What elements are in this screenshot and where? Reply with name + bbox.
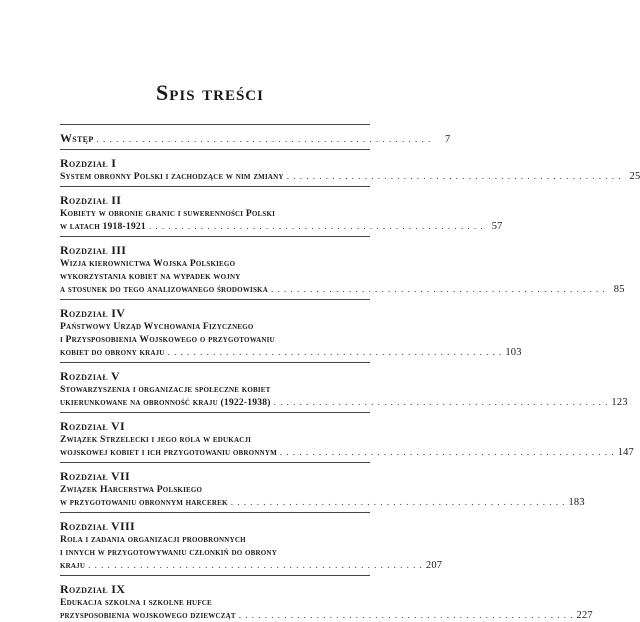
page-number: 147 [617,447,634,458]
dot-leader: . . . . . . . . . . . . . . . . . . . . . . . . . . . . . . . . . . . . . . . . . . . . . . . . . . . . [270,284,606,294]
chapter-heading: Rozdział IX [60,582,126,596]
toc-entry-chapter-9[interactable] [60,582,593,622]
toc-entry-chapter-2[interactable] [60,193,503,233]
chapter-title-line: w przygotowaniu obronnym harcerek [60,497,228,508]
chapter-title-line: kraju [60,560,86,571]
page-number: 183 [568,497,585,508]
toc-entry-chapter-8[interactable] [60,519,443,572]
page-title: Spis treści [156,80,264,105]
page-number: 7 [445,134,451,145]
chapter-heading: Rozdział VII [60,469,130,483]
chapter-title-row [60,609,593,622]
divider [60,512,370,513]
page-number: 85 [613,284,625,295]
chapter-title-line: System obronny Polski i zachodzące w nim zmiany [60,171,284,182]
divider [60,362,370,363]
chapter-title-line: wojskowej kobiet i ich przygotowaniu obronnym [60,447,277,458]
chapter-title-line: w latach 1918-1921 [60,221,146,232]
page-number: 123 [611,397,628,408]
chapter-heading: Rozdział I [60,156,117,170]
chapter-heading: Rozdział IV [60,306,126,320]
table-of-contents [60,124,640,622]
toc-entry-chapter-6[interactable] [60,419,634,459]
chapter-title-row [60,446,634,459]
dot-leader: . . . . . . . . . . . . . . . . . . . . . . . . . . . . . . . . . . . . . . . . . . . . . . . . . . . . [88,560,423,570]
chapter-title-line: Edukacja szkolna i szkolne hufce [60,597,212,608]
dot-leader: . . . . . . . . . . . . . . . . . . . . . . . . . . . . . . . . . . . . . . . . . . . . . . . . . . . . [273,397,609,407]
page-number: 25 [629,171,640,182]
chapter-title-line: Kobiety w obronie granic i suwerenności Polski [60,208,276,219]
page-number: 207 [425,560,443,571]
chapter-title-line: Państwowy Urząd Wychowania Fizycznego [60,321,254,332]
chapter-title-line: Związek Strzelecki i jego rola w edukacji [60,434,252,445]
chapter-list [60,149,640,622]
page-number: 227 [576,610,593,621]
divider [60,236,370,237]
toc-entry-chapter-7[interactable] [60,469,585,509]
divider [60,299,370,300]
dot-leader: . . . . . . . . . . . . . . . . . . . . . . . . . . . . . . . . . . . . . . . . . . . . . . . . . . . . [279,447,615,457]
chapter-heading: Rozdział II [60,193,122,207]
toc-entry-intro[interactable] [60,131,451,146]
dot-leader: . . . . . . . . . . . . . . . . . . . . . . . . . . . . . . . . . . . . . . . . . . . . . . . . . . . . [286,171,622,181]
toc-entry-chapter-5[interactable] [60,369,628,409]
dot-leader: . . . . . . . . . . . . . . . . . . . . . . . . . . . . . . . . . . . . . . . . . . . . . . . . . . . . [167,347,503,357]
divider [60,575,370,576]
chapter-title-line: przysposobienia wojskowego dziewcząt [60,610,236,621]
chapter-title-line: kobiet do obrony kraju [60,347,165,358]
chapter-title-row [60,220,503,233]
dot-leader: . . . . . . . . . . . . . . . . . . . . . . . . . . . . . . . . . . . . . . . . . . . . . . . . . . . . [230,497,566,507]
chapter-title-row [60,346,522,359]
page-number: 57 [491,221,503,232]
chapter-title-line: ukierunkowane na obronność kraju (1922-1938) [60,397,271,408]
chapter-title-row [60,170,640,183]
intro-label: Wstęp [60,131,94,145]
toc-entry-chapter-1[interactable] [60,156,640,183]
divider [60,124,370,125]
chapter-heading: Rozdział VI [60,419,125,433]
chapter-title-row [60,283,625,296]
chapter-title-row [60,496,585,509]
chapter-heading: Rozdział VIII [60,519,135,533]
chapter-title-line: Wizja kierownictwa Wojska Polskiego [60,258,236,269]
divider [60,412,370,413]
chapter-title-line: Stowarzyszenia i organizacje społeczne kobiet [60,384,271,395]
page-number: 103 [505,347,522,358]
chapter-heading: Rozdział V [60,369,121,383]
chapter-title-line: wykorzystania kobiet na wypadek wojny [60,271,241,282]
chapter-title-line: Rola i zadania organizacji proobronnych [60,534,246,545]
divider [60,186,370,187]
toc-entry-chapter-3[interactable] [60,243,625,296]
chapter-title-line: i Przysposobienia Wojskowego o przygotowaniu [60,334,275,345]
dot-leader: . . . . . . . . . . . . . . . . . . . . . . . . . . . . . . . . . . . . . . . . . . . . . . . . . . . . [96,134,432,144]
chapter-title-line: i innych w przygotowywaniu członkiń do obrony [60,547,277,558]
chapter-title-row [60,559,443,572]
divider [60,149,370,150]
divider [60,462,370,463]
dot-leader: . . . . . . . . . . . . . . . . . . . . . . . . . . . . . . . . . . . . . . . . . . . . . . . . . . . . [238,610,574,620]
chapter-title-line: Związek Harcerstwa Polskiego [60,484,203,495]
toc-entry-chapter-4[interactable] [60,306,522,359]
chapter-heading: Rozdział III [60,243,127,257]
chapter-title-line: a stosunek do tego analizowanego środowiska [60,284,268,295]
chapter-title-row [60,396,628,409]
dot-leader: . . . . . . . . . . . . . . . . . . . . . . . . . . . . . . . . . . . . . . . . . . . . . . . . . . . . [148,221,484,231]
